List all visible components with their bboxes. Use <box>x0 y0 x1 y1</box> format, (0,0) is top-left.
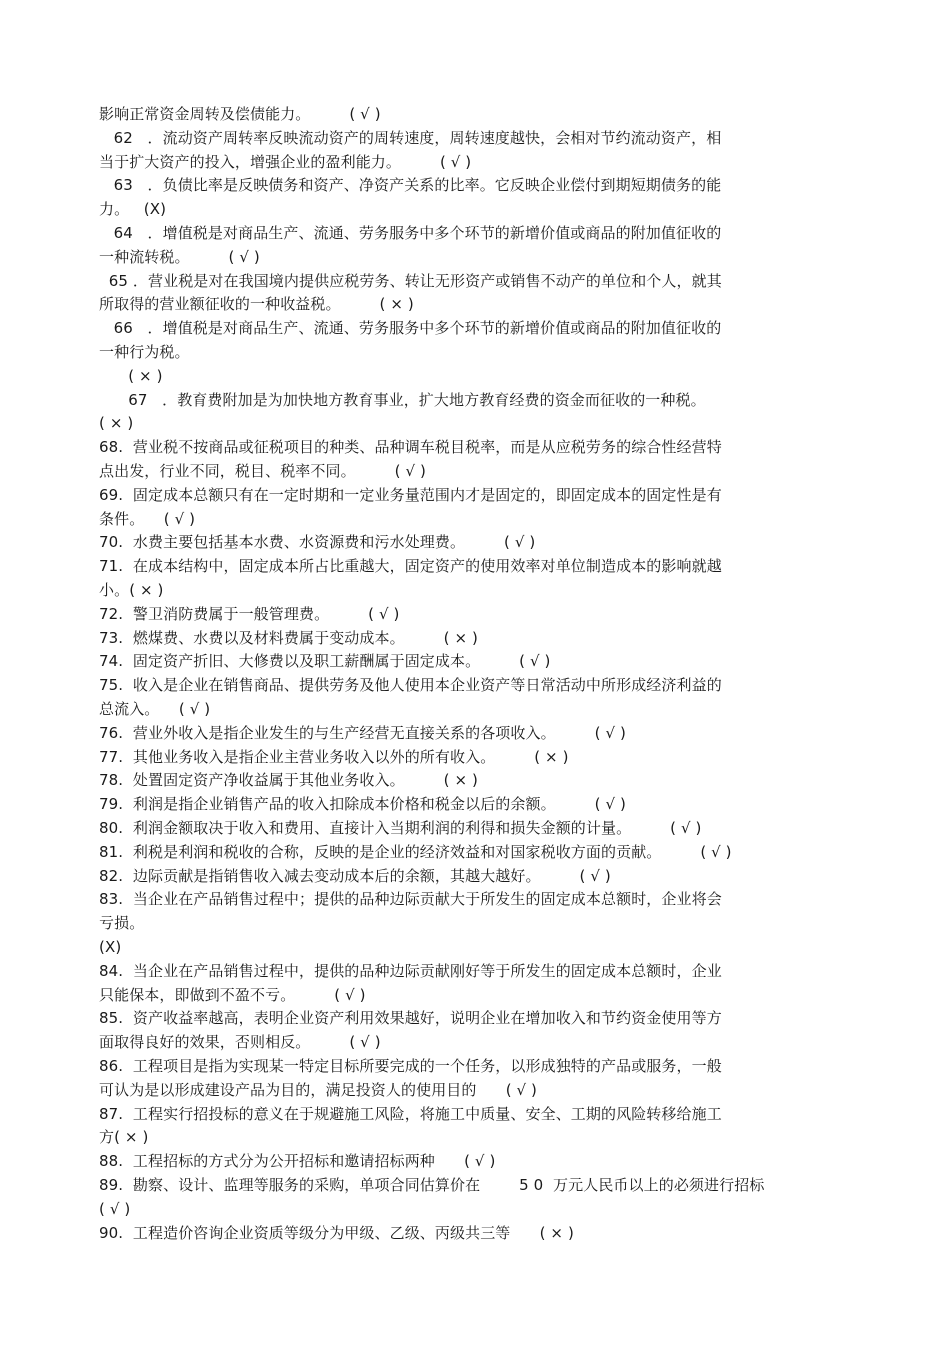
text-line: 点出发，行业不同，税目、税率不同。 ( √ ) <box>99 462 426 480</box>
text-line: 86. 工程项目是指为实现某一特定目标所要完成的一个任务，以形成独特的产品或服务，一般 <box>99 1057 722 1075</box>
text-line: 66 ．增值税是对商品生产、流通、劳务服务中多个环节的新增价值或商品的附加值征收的 <box>99 319 722 338</box>
text-line: 74. 固定资产折旧、大修费以及职工薪酬属于固定成本。 ( √ ) <box>99 652 551 671</box>
text-line: 83. 当企业在产品销售过程中；提供的品种边际贡献大于所发生的固定成本总额时，企业将会 <box>99 890 722 909</box>
text-line: ( × ) <box>99 414 134 433</box>
text-line: 85. 资产收益率越高，表明企业资产利用效果越好，说明企业在增加收入和节约资金使用等方 <box>99 1009 722 1028</box>
text-line: 当于扩大资产的投入，增强企业的盈利能力。 ( √ ) <box>99 152 472 171</box>
text-line: 87. 工程实行招投标的意义在于规避施工风险，将施工中质量、安全、工期的风险转移给施工 <box>99 1104 722 1123</box>
text-line: ( × ) <box>99 366 163 385</box>
text-line: 77. 其他业务收入是指企业主营业务收入以外的所有收入。 ( × ) <box>99 747 569 766</box>
text-line: (X) <box>99 938 122 956</box>
text-line: 90. 工程造价咨询企业资质等级分为甲级、乙级、丙级共三等 ( × ) <box>99 1223 574 1242</box>
text-line: 一种流转税。 ( √ ) <box>99 247 260 266</box>
text-line: 84. 当企业在产品销售过程中，提供的品种边际贡献刚好等于所发生的固定成本总额时，企业 <box>99 961 722 980</box>
text-line: ( √ ) <box>99 1199 131 1218</box>
text-line: 76. 营业外收入是指企业发生的与生产经营无直接关系的各项收入。 ( √ ) <box>99 723 626 742</box>
text-line: 70. 水费主要包括基本水费、水资源费和污水处理费。 ( √ ) <box>99 533 536 552</box>
text-line: 条件。 ( √ ) <box>99 509 196 528</box>
text-line: 67 ．教育费附加是为加快地方教育事业，扩大地方教育经费的资金而征收的一种税。 <box>99 390 706 409</box>
text-line: 75. 收入是企业在销售商品、提供劳务及他人使用本企业资产等日常活动中所形成经济利益的 <box>99 676 722 695</box>
text-line: 小。( × ) <box>99 581 164 599</box>
text-line: 影响正常资金周转及偿债能力。 ( √ ) <box>99 105 381 123</box>
text-line: 总流入。 ( √ ) <box>99 700 211 718</box>
text-line: 71. 在成本结构中，固定成本所占比重越大，固定资产的使用效率对单位制造成本的影响就越 <box>99 557 722 576</box>
text-line: 80. 利润金额取决于收入和费用、直接计入当期利润的利得和损失金额的计量。 ( √ ) <box>99 819 702 837</box>
text-line: 78. 处置固定资产净收益属于其他业务收入。 ( × ) <box>99 771 478 790</box>
text-line: 88. 工程招标的方式分为公开招标和邀请招标两种 ( √ ) <box>99 1152 496 1171</box>
text-line: 79. 利润是指企业销售产品的收入扣除成本价格和税金以后的余额。 ( √ ) <box>99 795 626 814</box>
text-line: 所取得的营业额征收的一种收益税。 ( × ) <box>99 295 414 314</box>
text-line: 73. 燃煤费、水费以及材料费属于变动成本。 ( × ) <box>99 628 478 647</box>
text-line: 68. 营业税不按商品或征税项目的种类、品种调车税目税率，而是从应税劳务的综合性经营特 <box>99 438 722 457</box>
text-line: 力。 (X) <box>99 200 167 219</box>
text-line: 82. 边际贡献是指销售收入减去变动成本后的余额，其越大越好。 ( √ ) <box>99 866 611 885</box>
text-line: 只能保本，即做到不盈不亏。 ( √ ) <box>99 985 366 1004</box>
text-line: 81. 利税是利润和税收的合称，反映的是企业的经济效益和对国家税收方面的贡献。 ( √ ) <box>99 842 732 861</box>
text-line: 64 ．增值税是对商品生产、流通、劳务服务中多个环节的新增价值或商品的附加值征收的 <box>99 224 722 242</box>
text-line: 89. 勘察、设计、监理等服务的采购，单项合同估算价在 5 0 万元人民币以上的必须进行招标 <box>99 1176 765 1194</box>
text-line: 可认为是以形成建设产品为目的，满足投资人的使用目的 ( √ ) <box>99 1080 538 1099</box>
text-line: 一种行为税。 <box>99 343 190 361</box>
text-line: 方( × ) <box>99 1128 149 1147</box>
text-line: 亏损。 <box>99 914 145 933</box>
text-line: 65 ．营业税是对在我国境内提供应税劳务、转让无形资产或销售不动产的单位和个人，就其 <box>99 271 722 290</box>
text-line: 面取得良好的效果，否则相反。 ( √ ) <box>99 1033 381 1052</box>
text-line: 69. 固定成本总额只有在一定时期和一定业务量范围内才是固定的，即固定成本的固定性是有 <box>99 485 722 504</box>
text-line: 62 ．流动资产周转率反映流动资产的周转速度，周转速度越快，会相对节约流动资产，相 <box>99 128 722 147</box>
text-line: 63 ．负债比率是反映债务和资产、净资产关系的比率。它反映企业偿付到期短期债务的能 <box>99 176 722 195</box>
text-line: 72. 警卫消防费属于一般管理费。 ( √ ) <box>99 604 400 623</box>
